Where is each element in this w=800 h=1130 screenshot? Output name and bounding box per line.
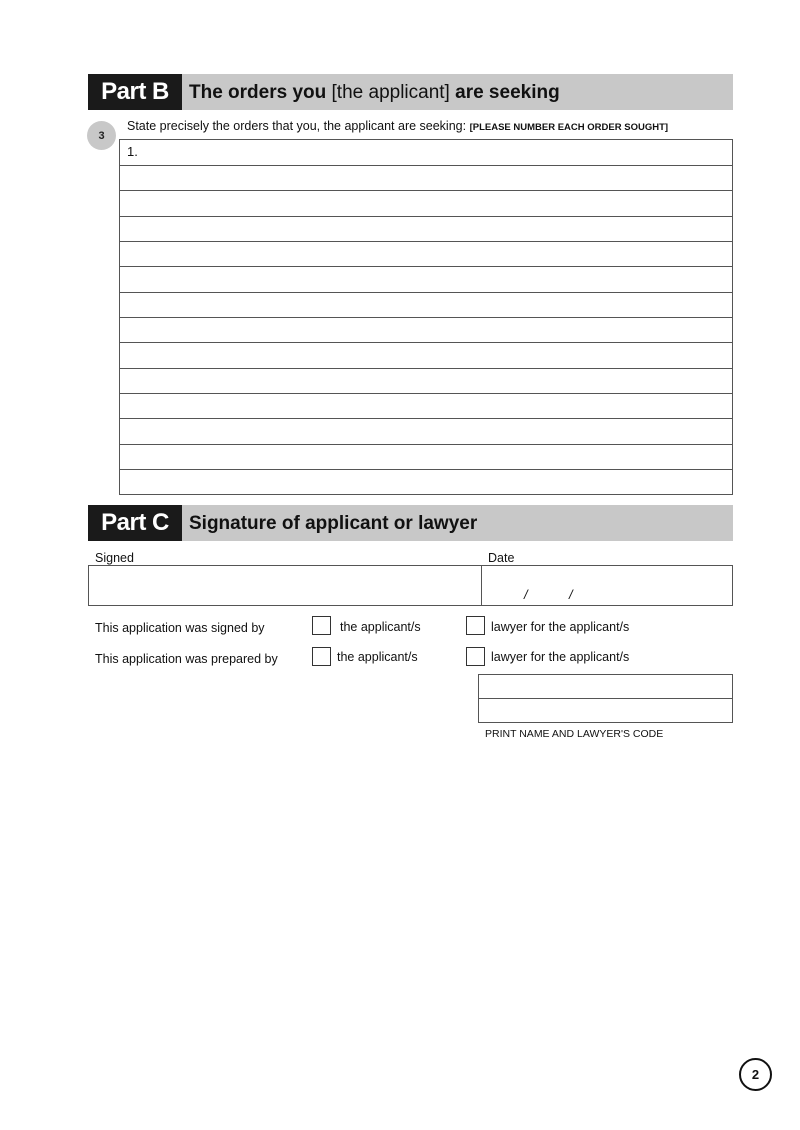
part-c-header <box>88 505 733 541</box>
lawyer-name-field[interactable] <box>479 675 732 698</box>
date-separator: / <box>524 587 528 602</box>
part-c-title <box>189 505 477 541</box>
prepared-by-lawyer-label: lawyer for the applicant/s <box>491 650 630 664</box>
signature-field[interactable] <box>89 566 481 605</box>
order-line <box>120 241 732 242</box>
order-line <box>120 469 732 470</box>
order-line <box>120 418 732 419</box>
signature-date-box <box>88 565 733 606</box>
signed-by-lawyer-label: lawyer for the applicant/s <box>491 620 630 634</box>
order-line <box>120 444 732 445</box>
prepared-by-applicant-label: the applicant/s <box>337 650 418 664</box>
date-separator: / <box>569 587 573 602</box>
lawyer-code-field[interactable] <box>479 699 732 722</box>
order-line <box>120 368 732 369</box>
page-number: 2 <box>739 1058 772 1091</box>
order-line <box>120 342 732 343</box>
part-b-title-bold-1: The orders you <box>189 82 327 103</box>
prepared-by-label: This application was prepared by <box>95 652 278 666</box>
order-line <box>120 266 732 267</box>
part-b-title <box>189 74 560 110</box>
date-label: Date <box>488 551 515 565</box>
lawyer-name-code-box <box>478 674 733 723</box>
question-number-badge: 3 <box>87 121 116 150</box>
order-line <box>120 317 732 318</box>
signed-by-applicant-label: the applicant/s <box>340 620 421 634</box>
question-instruction <box>127 119 668 133</box>
part-c-title-text: Signature of applicant or lawyer <box>189 513 478 534</box>
prepared-by-applicant-checkbox[interactable] <box>312 647 331 666</box>
part-b-title-bold-2: are seeking <box>455 82 560 103</box>
signed-label: Signed <box>95 551 134 565</box>
part-b-title-light: [the applicant] <box>331 82 450 103</box>
signed-by-applicant-checkbox[interactable] <box>312 616 331 635</box>
order-line <box>120 165 732 166</box>
order-line <box>120 292 732 293</box>
signed-by-label: This application was signed by <box>95 621 265 635</box>
instruction-caps: [PLEASE NUMBER EACH ORDER SOUGHT] <box>469 122 669 133</box>
order-line <box>120 393 732 394</box>
order-line <box>120 216 732 217</box>
order-line <box>120 190 732 191</box>
prepared-by-lawyer-checkbox[interactable] <box>466 647 485 666</box>
instruction-text: State precisely the orders that you, the applicant are seeking: <box>127 119 467 133</box>
signed-by-lawyer-checkbox[interactable] <box>466 616 485 635</box>
part-b-header <box>88 74 733 110</box>
lawyer-box-caption: PRINT NAME AND LAWYER'S CODE <box>485 728 664 740</box>
date-field[interactable] <box>482 566 732 605</box>
first-order-number: 1. <box>127 144 138 159</box>
part-c-tag: Part C <box>88 505 182 541</box>
orders-field[interactable] <box>119 139 733 495</box>
part-b-tag: Part B <box>88 74 182 110</box>
